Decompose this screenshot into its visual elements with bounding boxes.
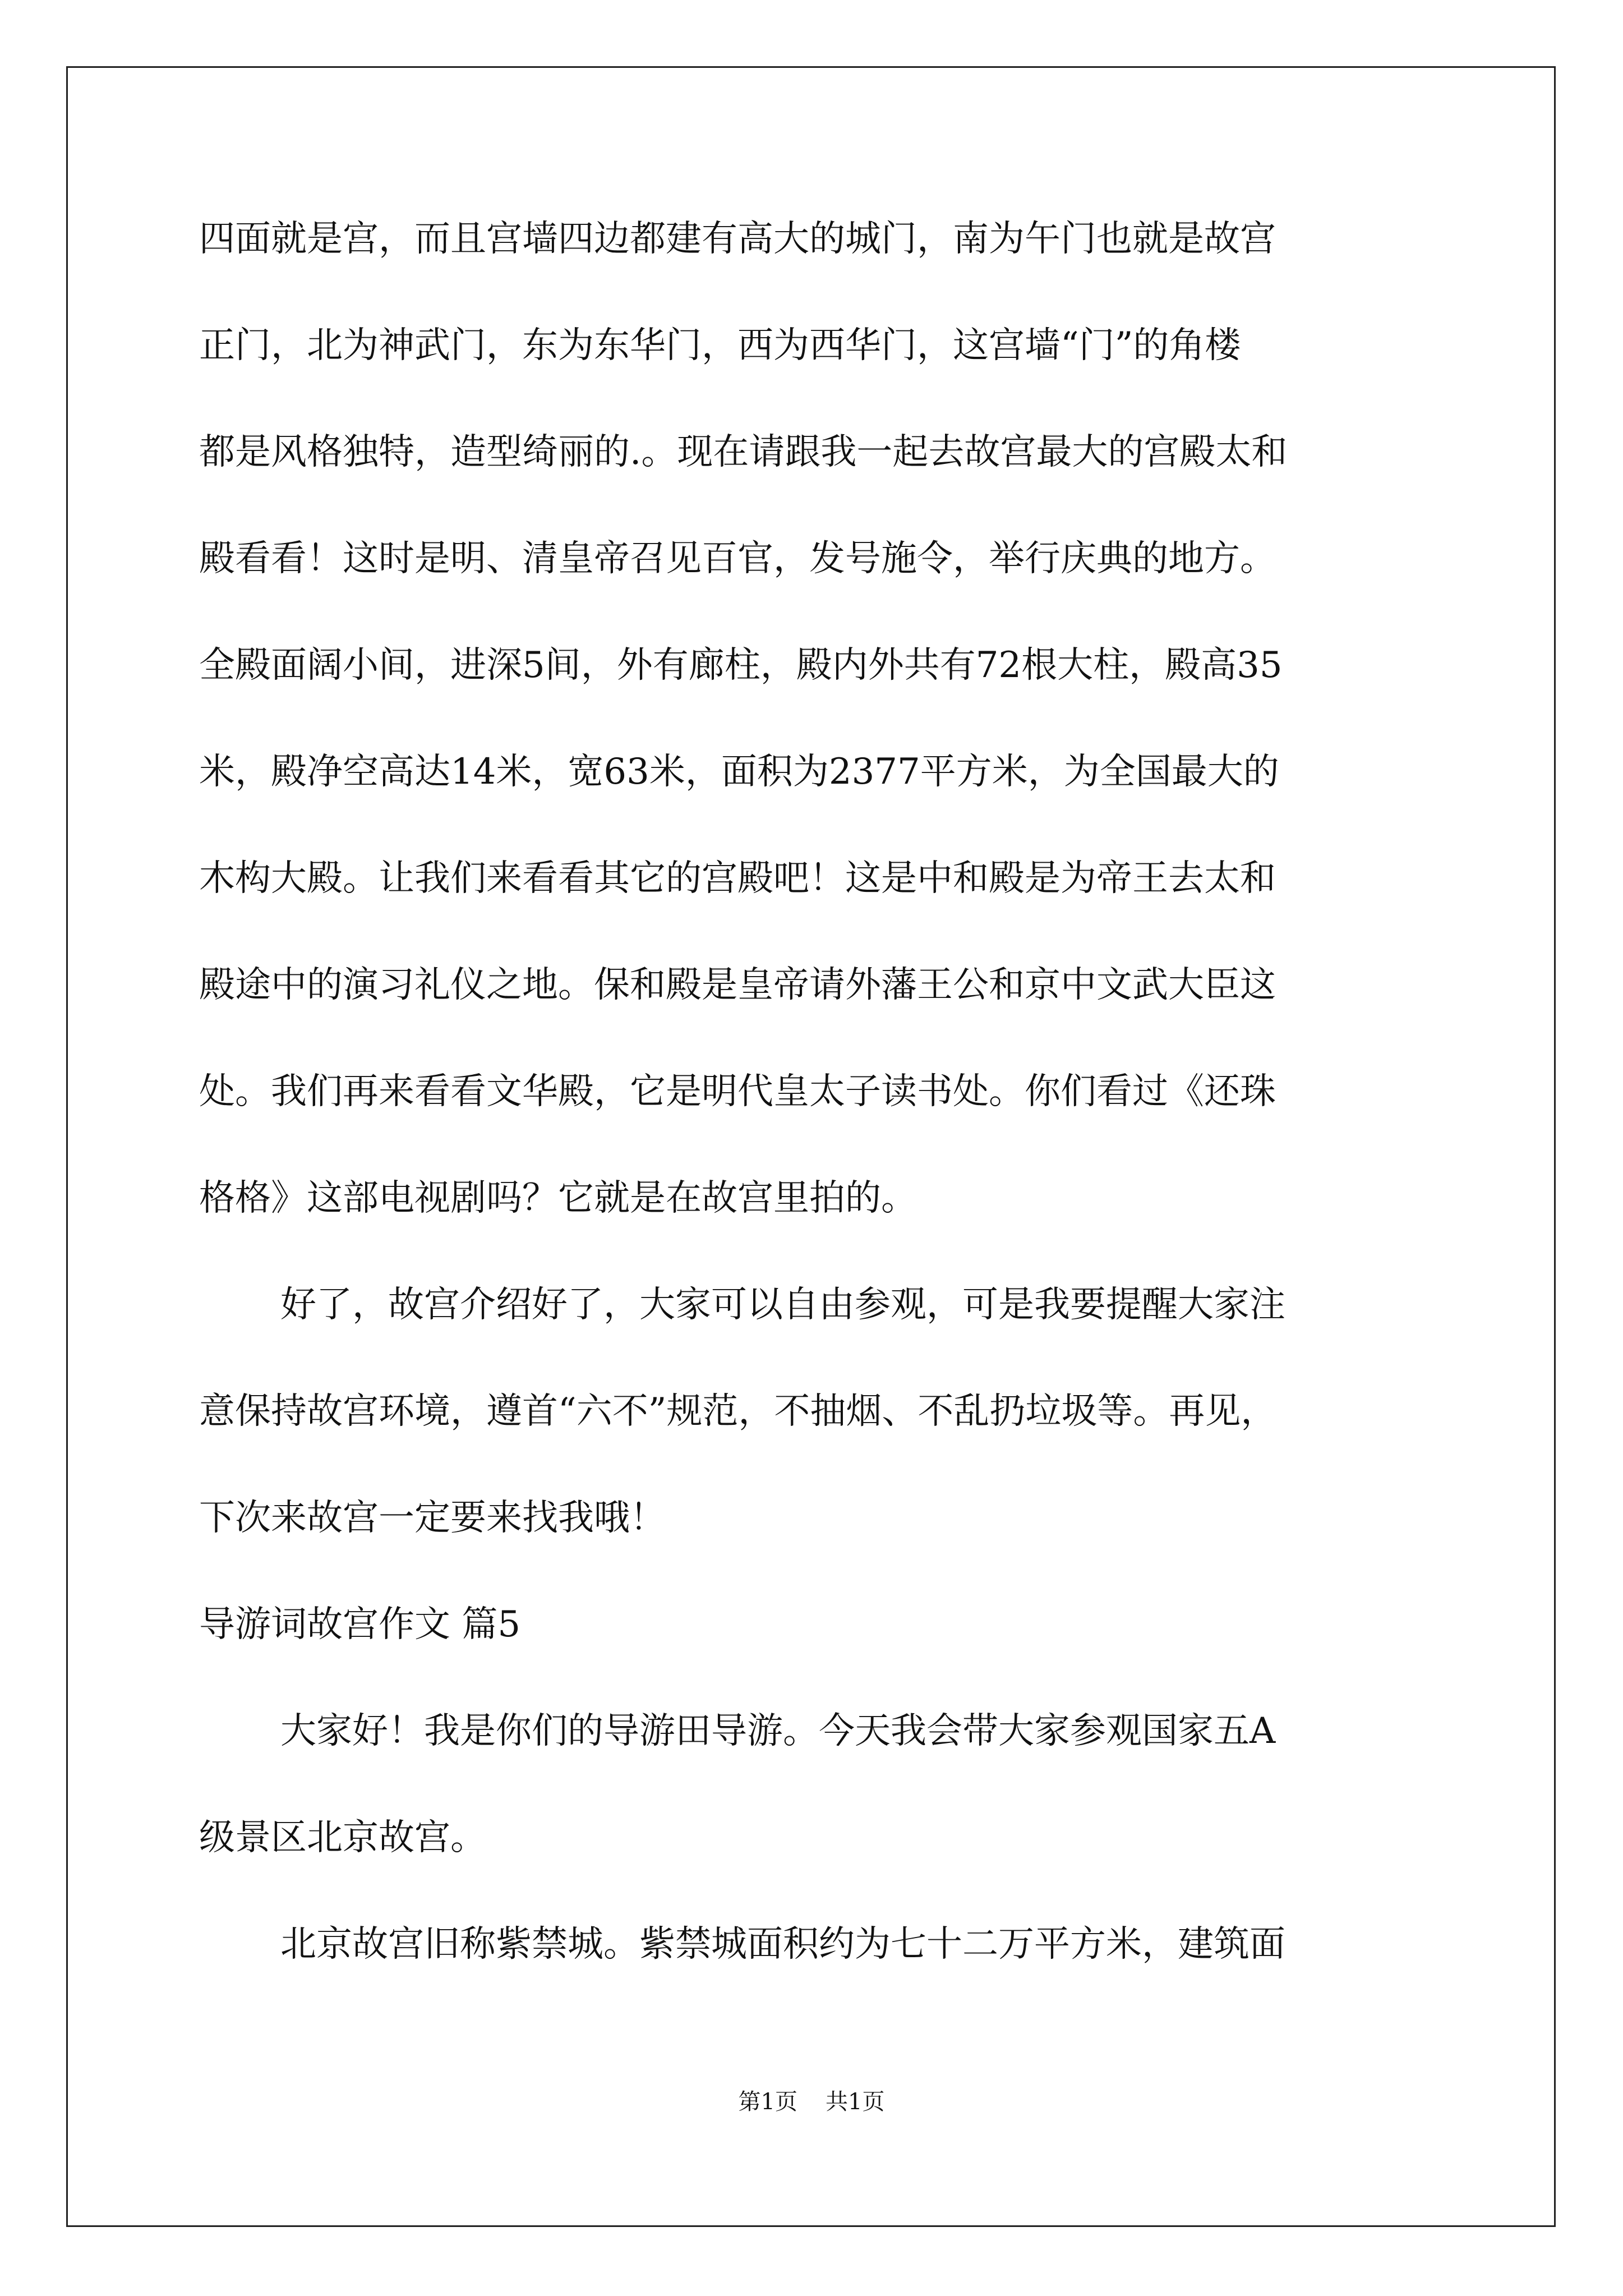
section-heading: 导游词故宫作文 篇5	[199, 1604, 521, 1645]
page-border	[66, 66, 1556, 2227]
text-line: 大家好！我是你们的导游田导游。今天我会带大家参观国家五A	[280, 1710, 1276, 1752]
text-line: 米，殿净空高达14米，宽63米，面积为2377平方米，为全国最大的	[199, 751, 1279, 793]
text-line: 级景区北京故宫。	[199, 1817, 486, 1858]
page-number: 第1页	[738, 2089, 797, 2115]
text-line: 处。我们再来看看文华殿，它是明代皇太子读书处。你们看过《还珠	[199, 1071, 1276, 1112]
text-line: 好了，故宫介绍好了，大家可以自由参观，可是我要提醒大家注	[280, 1284, 1285, 1326]
text-line: 殿途中的演习礼仪之地。保和殿是皇帝请外藩王公和京中文武大臣这	[199, 964, 1276, 1006]
text-line: 正门，北为神武门，东为东华门，西为西华门，这宫墙“门”的角楼	[199, 325, 1241, 366]
text-line: 全殿面阔小间，进深5间，外有廊柱，殿内外共有72根大柱，殿高35	[199, 645, 1283, 686]
text-line: 格格》这部电视剧吗？它就是在故宫里拍的。	[199, 1177, 917, 1219]
text-line: 四面就是宫，而且宫墙四边都建有高大的城门，南为午门也就是故宫	[199, 218, 1276, 260]
text-line: 北京故宫旧称紫禁城。紫禁城面积约为七十二万平方米，建筑面	[280, 1924, 1285, 1965]
page-footer	[0, 2088, 1623, 2116]
text-line: 意保持故宫环境，遵首“六不”规范，不抽烟、不乱扔垃圾等。再见，	[199, 1391, 1277, 1432]
text-line: 殿看看！这时是明、清皇帝召见百官，发号施令，举行庆典的地方。	[199, 538, 1276, 579]
text-line: 下次来故宫一定要来找我哦！	[199, 1497, 666, 1539]
text-line: 木构大殿。让我们来看看其它的宫殿吧！这是中和殿是为帝王去太和	[199, 858, 1276, 899]
text-line: 都是风格独特，造型绮丽的.。现在请跟我一起去故宫最大的宫殿太和	[199, 431, 1288, 473]
page-total: 共1页	[826, 2089, 885, 2115]
